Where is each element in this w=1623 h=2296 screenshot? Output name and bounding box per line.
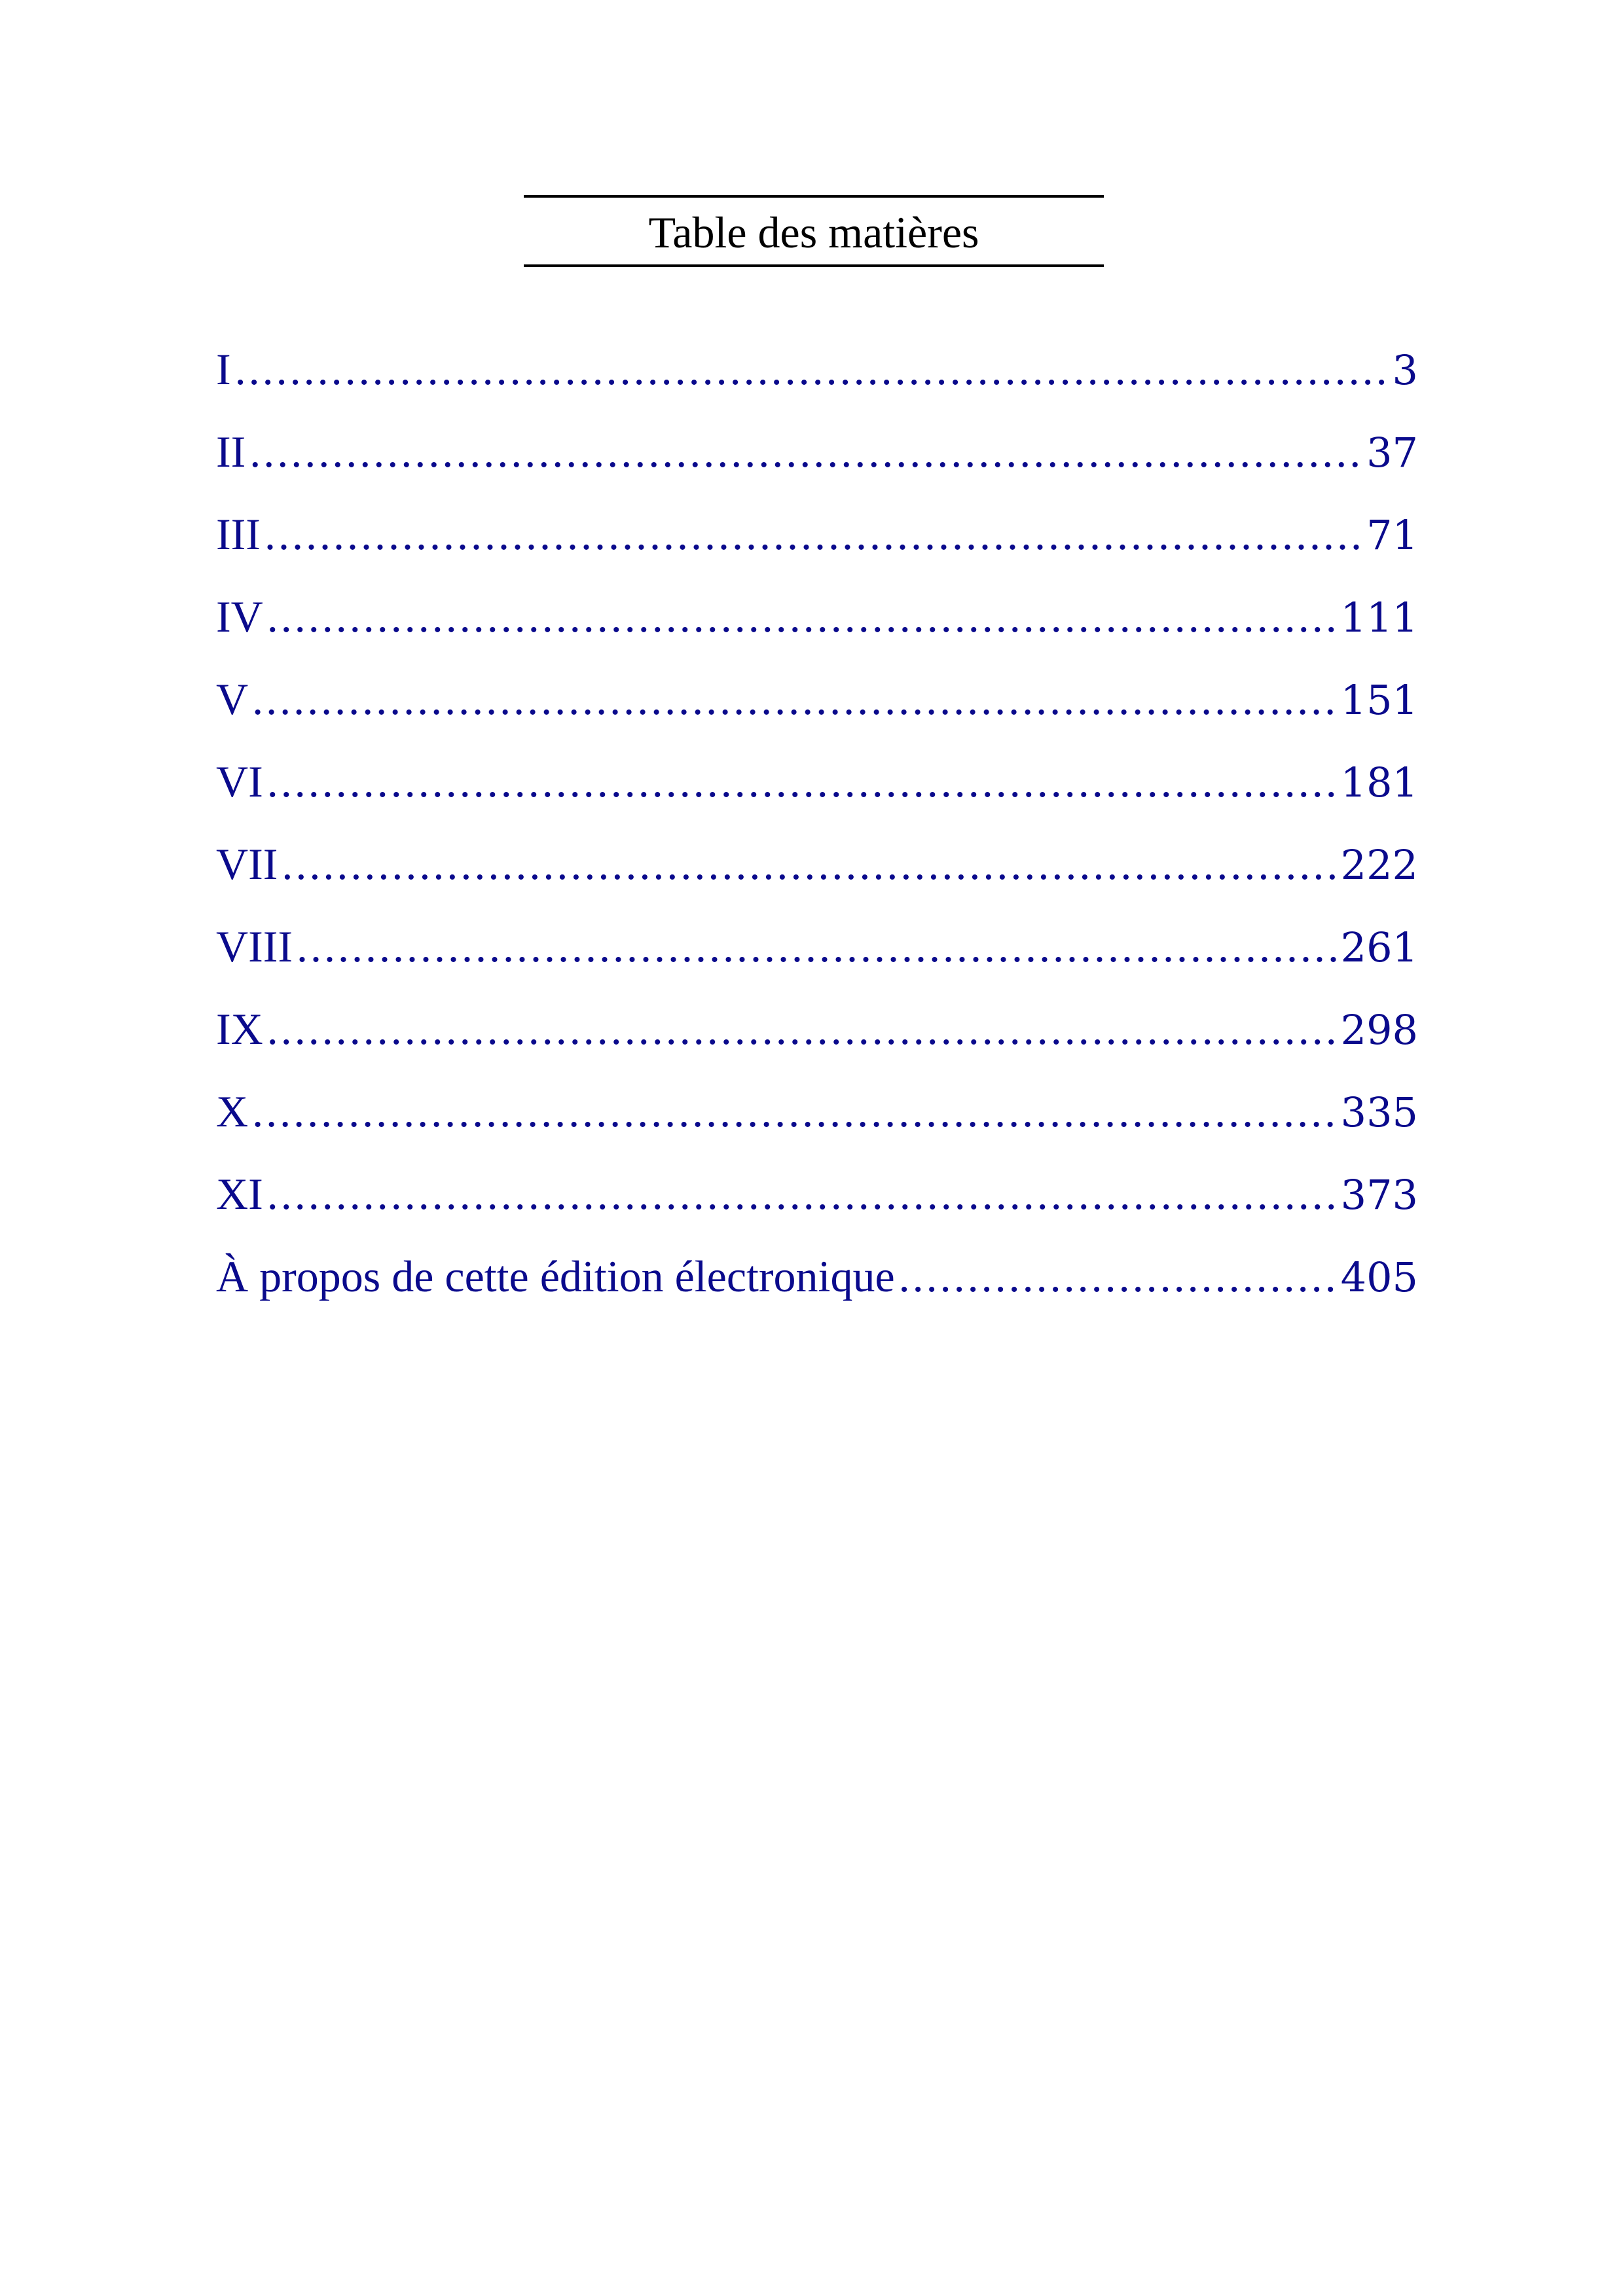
toc-entry-1[interactable] [216, 344, 1418, 426]
toc-entry-label: VI [216, 757, 263, 806]
toc-entry-page: 298 [1340, 1006, 1418, 1054]
toc-entry-label: VII [216, 839, 278, 889]
toc-entry-6[interactable] [216, 756, 1418, 838]
toc-dot-leader [267, 1003, 1337, 1055]
toc-entry-label: I [216, 344, 231, 394]
toc-entry-page: 181 [1340, 759, 1418, 806]
toc-title-block [524, 195, 1104, 267]
toc-entry-label: VIII [216, 922, 293, 971]
toc-dot-leader [249, 426, 1362, 478]
toc-entry-page: 222 [1340, 841, 1418, 889]
toc-dot-leader [264, 509, 1362, 560]
toc-entry-5[interactable] [216, 673, 1418, 756]
toc-dot-leader [899, 1251, 1337, 1302]
toc-entry-page: 71 [1366, 511, 1418, 559]
toc-entry-about-edition[interactable] [216, 1251, 1418, 1333]
toc-dot-leader [297, 921, 1337, 973]
toc-entry-2[interactable] [216, 426, 1418, 509]
toc-entry-page: 335 [1340, 1088, 1418, 1136]
toc-entry-label: V [216, 674, 249, 724]
toc-entry-label: X [216, 1086, 249, 1136]
toc-entry-4[interactable] [216, 591, 1418, 673]
toc-entry-page: 373 [1340, 1171, 1418, 1219]
toc-entry-label: À propos de cette édition électronique [216, 1251, 895, 1301]
toc-entry-7[interactable] [216, 838, 1418, 921]
toc-dot-leader [235, 344, 1389, 395]
toc-entry-11[interactable] [216, 1168, 1418, 1251]
toc-entry-page: 405 [1340, 1253, 1418, 1301]
toc-dot-leader [267, 591, 1337, 643]
toc-dot-leader [252, 673, 1337, 725]
table-of-contents [216, 344, 1418, 1333]
toc-entry-label: IX [216, 1004, 263, 1054]
page-title: Table des matières [648, 207, 979, 257]
toc-entry-9[interactable] [216, 1003, 1418, 1086]
toc-entry-8[interactable] [216, 921, 1418, 1003]
toc-dot-leader [252, 1086, 1337, 1138]
toc-dot-leader [267, 1168, 1337, 1220]
toc-entry-3[interactable] [216, 509, 1418, 591]
toc-entry-label: IV [216, 592, 263, 641]
toc-dot-leader [267, 756, 1337, 808]
toc-entry-label: XI [216, 1169, 263, 1219]
toc-entry-label: III [216, 509, 261, 559]
toc-entry-label: II [216, 427, 246, 476]
toc-entry-10[interactable] [216, 1086, 1418, 1168]
toc-entry-page: 111 [1340, 594, 1418, 641]
toc-entry-page: 151 [1340, 676, 1418, 724]
toc-dot-leader [282, 838, 1336, 890]
toc-entry-page: 3 [1392, 346, 1418, 394]
toc-entry-page: 37 [1366, 429, 1418, 476]
toc-entry-page: 261 [1340, 924, 1418, 971]
